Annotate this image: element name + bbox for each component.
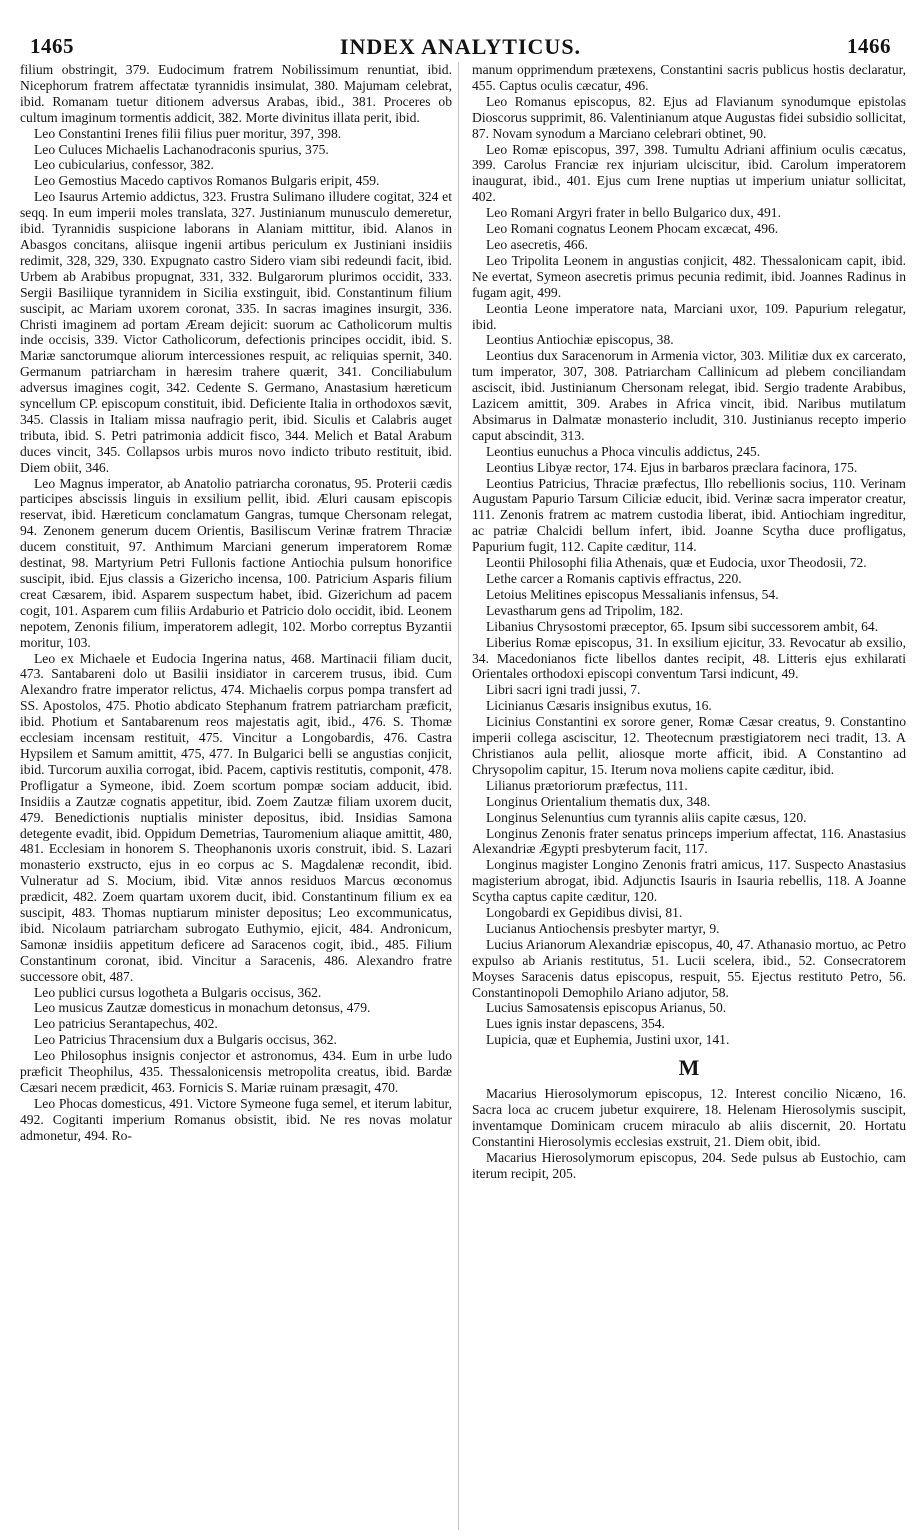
index-entry: Longinus Zenonis frater senatus princeps imperium affectat, 116. Anastasius Alexandriæ Ægypti presbyterum facit, 117. xyxy=(472,825,906,857)
index-entry: Leo Culuces Michaelis Lachanodraconis spurius, 375. xyxy=(34,141,329,157)
index-entry: Leo Constantini Irenes filii filius puer moritur, 397, 398. xyxy=(34,125,342,141)
index-entry: Leo ex Michaele et Eudocia Ingerina natus, 468. Martinacii filiam ducit, 473. Santabareni dolo ut Basilii insidiator in carcerem trusus, ibid. Cum Alexandro fratre imperator relictus, 474. Michaelis corpus pompa transfert ad SS. Apostolos, 475. Photio abdicato Stephanum fratrem patriarcham præficit, ibid. Photium et Santabarenum reos majestatis agit, ibid., 476. S. Thomæ ecclesiam incensam restituit, 475. Vincitur a Longobardis, 476. Castra Hypsilem et Samum amittit, 475, 477. In Bulgarici belli se angustias conjicit, ibid. Turcorum auxilia corrogat, ibid. Pacem, captivis restitutis, componit, 478. Profligatur a Symeone, ibid. Zoem scortum pompæ sociam adducit, ibid. Insidiis a Zautzæ cognatis appetitur, ibid. Zoem Zautzæ filiam uxorem ducit, 479. Benedictionis nuptialis minister depositus, ibid. Insidias Samona detegente evadit, ibid. Oppidum Demetrias, Tauromenium aliaque amittit, 480, 481. Ecclesiam in honorem S. Theophanonis uxoris construit, ibid. S. Lazari monasterio exstructo, ejus in eo corpus ac S. Magdalenæ recondit, ibid. Vulneratur ad S. Mocium, ibid. Vitæ annos residuos Marcus œconomus prædicit, 482. Zoem quartam uxorem ducit, ibid. Constantinum filium ex ea suscipit, 483. Thomas nuptiarum minister depositus; Leo excommunicatus, ibid. Nicolaum patriarcham subrogato Euthymio, ejicit, 484. Andronicum, Samonæ insidiis appetitum deficere ad Saracenos cogit, ibid., 485. Filium Constantinum coronat, ibid. Vincitur a Saracenis, 486. Alexandro fratre successore obit, 487. xyxy=(20,650,452,984)
index-entry: Leo publici cursus logotheta a Bulgaris occisus, 362. xyxy=(34,984,322,1000)
right-column-l-entries xyxy=(472,62,906,1048)
right-column xyxy=(472,62,906,1182)
index-entry: Longinus Orientalium thematis dux, 348. xyxy=(486,793,711,809)
index-entry: Libanius Chrysostomi præceptor, 65. Ipsum sibi successorem ambit, 64. xyxy=(486,618,879,634)
index-entry: Leo Romani Argyri frater in bello Bulgarico dux, 491. xyxy=(486,205,781,221)
index-entry: Leontia Leone imperatore nata, Marciani uxor, 109. Papurium relegatur, ibid. xyxy=(472,300,906,332)
index-entry: Leo Magnus imperator, ab Anatolio patriarcha coronatus, 95. Proterii cædis participes abscissis linguis in exsilium pellit, ibid. Æluri causam episcopis reservat, ibid. Hæreticum conclamatum Gangras, tumque Chersonam relegat, 94. Zenonem generum ducem Orientis, Basiliscum Verinæ fratrem Thraciæ ducem constituit, 97. Anthimum Marciani generum imperatorem Romæ destinat, 98. Martyrium Petri Fullonis factione Antiochia pulsum honorifice suscipit, ibid. Ejus classis a Gizericho incensa, 100. Patricium Asparis filium creat Cæsarem, ibid. Asparem suspectum habet, ibid. Gizerichum ad pacem cogit, 101. Asparem cum filiis Ardaburio et Patricio dolo occidit, ibid. Leonem nepotem, Zenonis filium, imperatorem adlegit, 102. Morbo correptus Byzantii moritur, 103. xyxy=(20,475,452,650)
index-entry: Lilianus prætoriorum præfectus, 111. xyxy=(486,777,688,793)
column-divider xyxy=(458,62,459,1530)
index-entry: filium obstringit, 379. Eudocimum fratrem Nobilissimum renuntiat, ibid. Nicephorum fratrem affectatæ tyrannidis insimulat, 380. Majumam celebrat, ibid. Romanam tuetur ditionem adversus Arabas, ibid., 381. Proceres ob cultum imaginum tormentis addicit, 382. Morte divinitus illata perit, ibid. xyxy=(20,62,452,125)
index-entry: Lupicia, quæ et Euphemia, Justini uxor, 141. xyxy=(486,1032,730,1048)
index-entry: Leontius Patricius, Thraciæ præfectus, Illo rebellionis socius, 110. Verinam Augustam Papurio Tarsum Ciliciæ educit, ibid. Verinæ sacra imperator creatur, 111. Zenonis fratrem ac matrem custodia liberat, ibid. Antiochiam ingreditur, ac patriæ Chalcidi bellum infert, ibid. Joanne Scytha duce profligatus, Papurium fugit, 112. Capite cæditur, 114. xyxy=(472,475,906,555)
index-entry: Leontius eunuchus a Phoca vinculis addictus, 245. xyxy=(486,443,761,459)
index-entry: Lucianus Antiochensis presbyter martyr, 9. xyxy=(486,920,720,936)
index-entry: Letoius Melitines episcopus Messalianis infensus, 54. xyxy=(486,586,779,602)
index-entry: Licinius Constantini ex sorore gener, Romæ Cæsar creatus, 9. Constantino imperii collega asciscitur, 12. Theotecnum præstigiatorem neci tradit, 13. A Christianos aula pellit, aliosque morte afficit, ibid. A Constantino ad Chrysopolim capitur, 15. Iterum nova moliens capite cæditur, ibid. xyxy=(472,714,906,777)
index-entry: Leo Romæ episcopus, 397, 398. Tumultu Adriani affinium oculis cæcatus, 399. Carolus Franciæ rex injuriam ulciscitur, ibid. Carolum imperatorem inaugurat, ibid., 401. Ejus cum Irene nuptias ut imperium uniatur sollicitat, 402. xyxy=(472,141,906,205)
index-entry: Libri sacri igni tradi jussi, 7. xyxy=(486,682,641,698)
index-entry: Leo Romani cognatus Leonem Phocam excæcat, 496. xyxy=(486,221,779,237)
index-entry: Leo musicus Zautzæ domesticus in monachum detonsus, 479. xyxy=(34,1000,371,1016)
index-entry: manum opprimendum prætexens, Constantini sacris publicus hostis declaratur, 455. Captus oculis cæcatur, 496. xyxy=(472,62,906,93)
right-column-m-entries xyxy=(472,1086,906,1181)
index-entry: Leo cubicularius, confessor, 382. xyxy=(34,157,214,173)
left-column xyxy=(20,62,452,1144)
index-entry: Leontius dux Saracenorum in Armenia victor, 303. Militiæ dux ex carcerato, tum imperator, 307, 308. Patriarcham Callinicum ad plebem conciliandam asciscit, ibid. Justinianum Chersonam relegat, ibid. Sergio tradente Arabibus, Lazicem amittit, 309. Arabes in Africa vincit, ibid. Naribus mutilatum Absimarus in Dalmatæ monasterio includit, 310. Justinianus recepto imperio caput abscindit, 313. xyxy=(472,348,906,443)
index-entry: Leo Isaurus Artemio addictus, 323. Frustra Sulimano illudere cogitat, 324 et seqq. In eum imperii moles translata, 327. Justinianum munusculo demeretur, ibid. Tyrannidis suspicione laborans in Alaniam mittitur, ibid. Alanos in Abasgos concitans, aliisque ingenii artibus periculum ex Justiniani insidiis redimit, 328, 329, 330. Expugnato castro Sidero viam sibi redeundi facit, ibid. Urbem ab Arabibus propugnat, 331, 332. Bulgarorum plurimos occidit, 333. Sergii Basiliique tyrannidem in Sicilia exstinguit, ibid. Constantinum filium suscipit, ac Mariam uxorem coronat, 335. In sacras imagines insurgit, 336. Christi imaginem ad portam Æream dejicit: suorum ac Catholicorum multis inde occisis, 339. Victor Catholicorum, defectionis principes occidit, ibid. S. Mariæ sanctorumque aliorum intercessiones respuit, ac reliquias spernit, 340. Germanum patriarcham in hæresim trahere quærit, 341. Conciliabulum adversus imagines cogit, 342. Cedente S. Germano, Anastasium hæreticum syncellum CP. episcopum constituit, ibid. Deficiente Italia in orthodoxos sævit, 345. Classis in Italiam missa naufragio perit, ibid. Siculis et Calabris auget tributa, ibid. S. Petri patrimonia addicit fisco, 344. Melich et Batal Arabum duces vincit, 345. Collapsos urbis muros novo indicto tributo restituit, ibid. Diem obiit, 346. xyxy=(20,189,452,475)
page-number-right: 1466 xyxy=(847,34,891,58)
section-letter: M xyxy=(678,1055,700,1081)
index-entry: Leo patricius Serantapechus, 402. xyxy=(34,1016,218,1032)
index-entry: Longobardi ex Gepidibus divisi, 81. xyxy=(486,905,683,921)
index-entry: Leo Philosophus insignis conjector et astronomus, 434. Eum in urbe ludo præficit Theophilus, 435. Thessalonicensis metropolita creatus, ibid. Bardæ Cæsari necem prædicit, 463. Fornicis S. Mariæ ruinam præsagit, 470. xyxy=(20,1048,452,1095)
index-entry: Liberius Romæ episcopus, 31. In exsilium ejicitur, 33. Revocatur ab exsilio, 34. Macedonianos ficte libellos dantes recipit, 48. Litteris ejus exhilarati Orientales orthodoxi episcopi conventum Tarsi indicunt, 49. xyxy=(472,634,906,682)
index-entry: Leontius Libyæ rector, 174. Ejus in barbaros præclara facinora, 175. xyxy=(486,459,858,475)
index-entry: Leo Gemostius Macedo captivos Romanos Bulgaris eripit, 459. xyxy=(34,173,380,189)
index-entry: Leo Romanus episcopus, 82. Ejus ad Flavianum synodumque epistolas Dioscorus supprimit, 86. Valentinianum atque Augustas fidei subsidio sollicitat, 87. Novam synodum a Marciano celebrari obtinet, 90. xyxy=(472,93,906,141)
index-entry: Macarius Hierosolymorum episcopus, 204. Sede pulsus ab Eustochio, cam iterum recipit, 205. xyxy=(472,1149,906,1181)
index-entry: Leo Patricius Thracensium dux a Bulgaris occisus, 362. xyxy=(34,1032,337,1048)
page-header xyxy=(0,0,921,59)
index-entry: Longinus Selenuntius cum tyrannis aliis capite cæsus, 120. xyxy=(486,809,807,825)
index-entry: Licinianus Cæsaris insignibus exutus, 16. xyxy=(486,698,712,714)
index-entry: Lucius Samosatensis episcopus Arianus, 50. xyxy=(486,1000,727,1016)
index-entry: Levastharum gens ad Tripolim, 182. xyxy=(486,602,684,618)
index-entry: Lucius Arianorum Alexandriæ episcopus, 40, 47. Athanasio mortuo, ac Petro expulso ab Arianis restitutus, 51. Lucii scelera, ibid., 52. Consecratorem Moyses Saracenis datus episcopus, respuit, 55. Ejectus restituto Petro, 56. Constantinopoli Demophilo Ariano adjutor, 58. xyxy=(472,936,906,1000)
index-entry: Lethe carcer a Romanis captivis effractus, 220. xyxy=(486,571,742,586)
page-title: INDEX ANALYTICUS. xyxy=(339,34,582,59)
index-entry: Macarius Hierosolymorum episcopus, 12. Interest concilio Nicæno, 16. Sacra loca ac crucem jubetur exquirere, 18. Helenam Hierosolymis suscipit, inventamque Dominicam crucem miraculo ab aliis discernit, 20. Hortatu Constantini Hierosolymis ecclesias exstruit, 21. Diem obit, ibid. xyxy=(472,1086,906,1149)
index-entry: Leo Tripolita Leonem in angustias conjicit, 482. Thessalonicam capit, ibid. Ne evertat, Symeon asecretis primus pecunia redimit, ibid. Joannes Radinus in fugam agit, 499. xyxy=(472,252,906,300)
page-number-left: 1465 xyxy=(30,34,74,58)
index-entry: Lues ignis instar depascens, 354. xyxy=(486,1016,665,1032)
index-entry: Leontius Antiochiæ episcopus, 38. xyxy=(486,332,674,348)
index-entry: Leo asecretis, 466. xyxy=(486,236,588,252)
index-entry: Longinus magister Longino Zenonis fratri amicus, 117. Suspecto Anastasius magisterium abrogat, ibid. Adjunctis Isauris in Isauria rebellis, 118. A Joanne Scytha captus capite cæditur, 120. xyxy=(472,857,906,905)
index-entry: Leo Phocas domesticus, 491. Victore Symeone fuga semel, et iterum labitur, 492. Cogitanti imperium Romanus obsistit, ibid. Ne res novas molatur admonetur, 494. Ro- xyxy=(20,1095,452,1143)
index-entry: Leontii Philosophi filia Athenais, quæ et Eudocia, uxor Theodosii, 72. xyxy=(486,555,867,571)
